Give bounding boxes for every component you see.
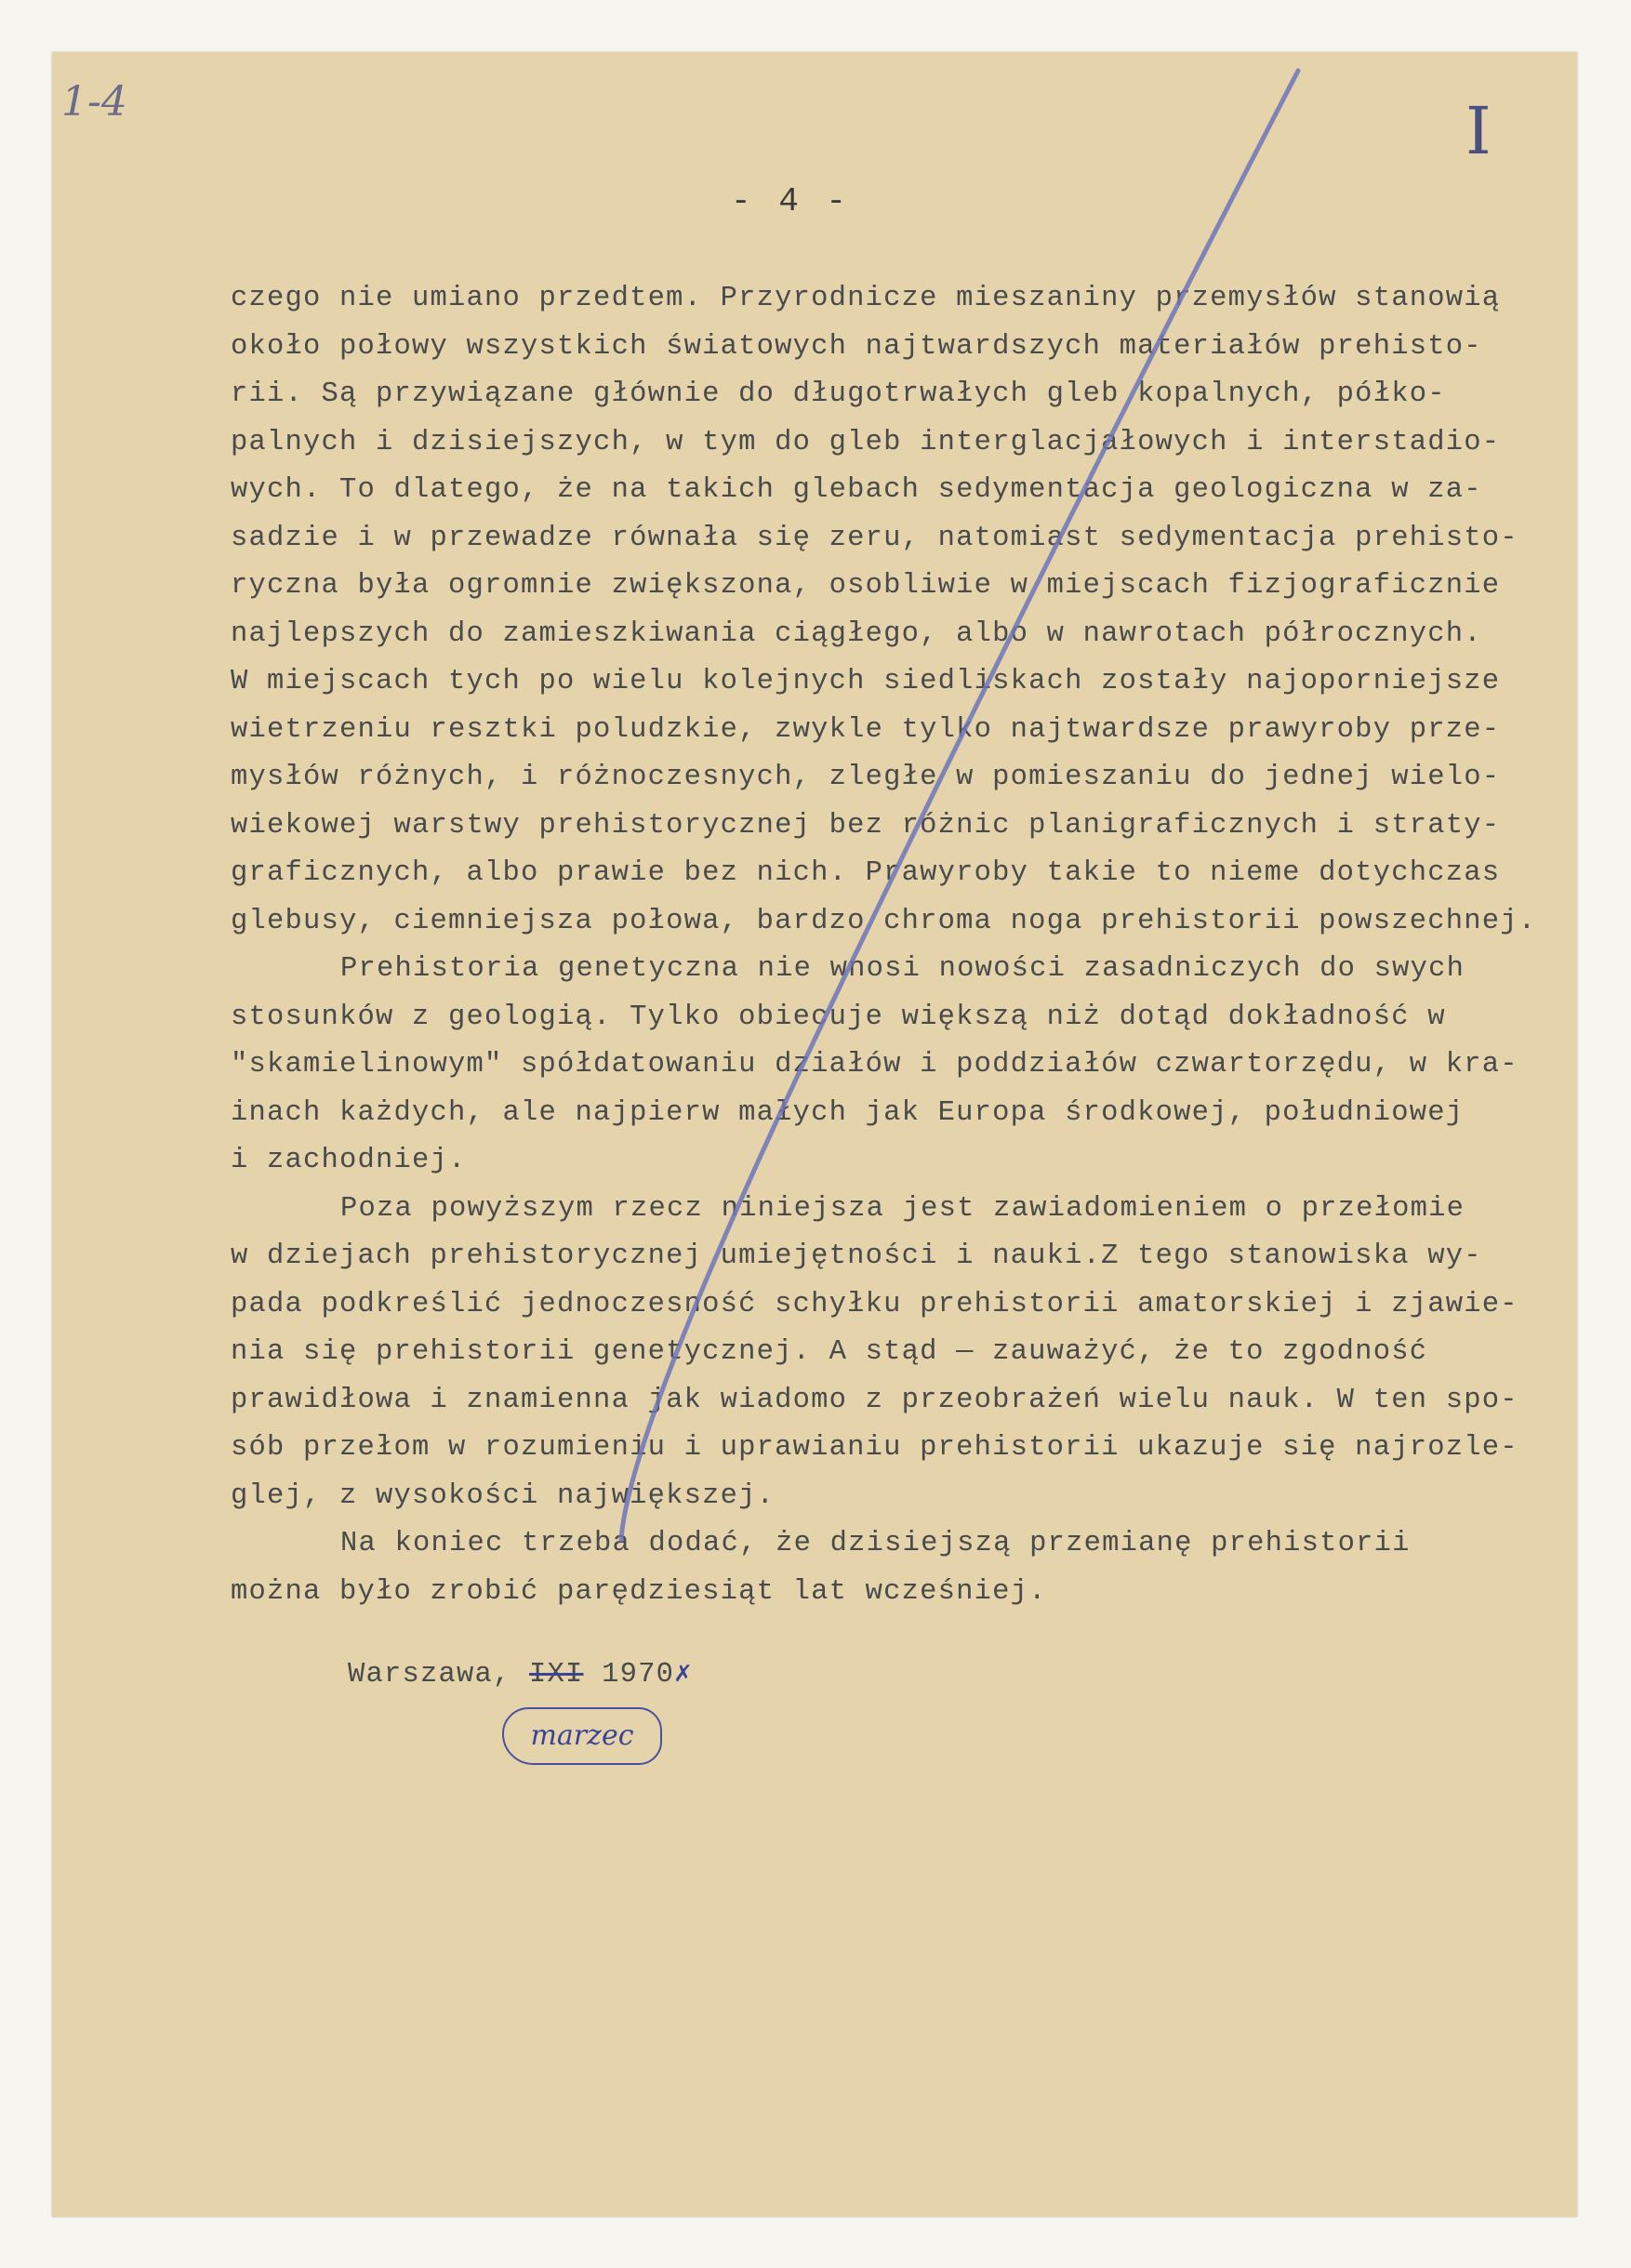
text-line: czego nie umiano przedtem. Przyrodnicze mieszaniny przemysłów stanowią bbox=[231, 283, 1501, 314]
text-line: sób przełom w rozumieniu i uprawianiu prehistorii ukazuje się najrozle- bbox=[231, 1432, 1518, 1464]
text-line: około połowy wszystkich światowych najtwardszych materiałów prehisto- bbox=[231, 330, 1482, 363]
roman-numeral-mark: I bbox=[1465, 93, 1492, 169]
text-line: pada podkreślić jednoczesność schyłku prehistorii amatorskiej i zjawie- bbox=[231, 1288, 1518, 1320]
text-line: sadzie i w przewadze równała się zeru, natomiast sedymentacja prehisto- bbox=[231, 522, 1518, 554]
text-line: ryczna była ogromnie zwiększona, osobliwie w miejscach fizjograficznie bbox=[231, 570, 1501, 602]
text-line: prawidłowa i znamienna jak wiadomo z przeobrażeń wielu nauk. W ten spo- bbox=[231, 1384, 1518, 1416]
text-line: wietrzeniu resztki poludzkie, zwykle tylko najtwardsze prawyroby prze- bbox=[231, 713, 1501, 746]
text-line: glej, z wysokości największej. bbox=[231, 1479, 776, 1512]
paragraph-start-line: Na koniec trzeba dodać, że dzisiejszą przemianę prehistorii bbox=[340, 1528, 1411, 1559]
handwritten-month-note: marzec bbox=[502, 1707, 662, 1765]
pencil-strike-line bbox=[52, 52, 1577, 2217]
text-line: nia się prehistorii genetycznej. A stąd — zauważyć, że to zgodność bbox=[231, 1336, 1428, 1368]
text-line: wych. To dlatego, że na takich glebach sedymentacja geologiczna w za- bbox=[231, 474, 1482, 506]
text-line: W miejscach tych po wielu kolejnych siedliskach zostały najoporniejsze bbox=[231, 666, 1501, 697]
text-line: wiekowej warstwy prehistorycznej bez różnic planigraficznych i straty- bbox=[231, 809, 1501, 842]
text-line: najlepszych do zamieszkiwania ciągłego, albo w nawrotach półrocznych. bbox=[231, 617, 1482, 650]
year: 1970 bbox=[602, 1659, 675, 1691]
text-line: graficznych, albo prawie bez nich. Prawyroby takie to nieme dotychczas bbox=[231, 857, 1501, 889]
corner-handwritten-note: 1-4 bbox=[61, 78, 127, 126]
text-line: inach każdych, ale najpierw małych jak Europa środkowej, południowej bbox=[231, 1096, 1465, 1129]
text-line: można było zrobić parędziesiąt lat wcześniej. bbox=[231, 1575, 1047, 1608]
text-line: w dziejach prehistorycznej umiejętności i nauki.Z tego stanowiska wy- bbox=[231, 1240, 1482, 1272]
paragraph-start-line: Poza powyższym rzecz niniejsza jest zawiadomieniem o przełomie bbox=[340, 1192, 1465, 1225]
crossed-out-date: IXI bbox=[529, 1659, 584, 1691]
diagonal-cancel-stroke bbox=[621, 71, 1298, 1540]
page-number: - 4 - bbox=[731, 182, 851, 220]
text-line: glebusy, ciemniejsza połowa, bardzo chroma noga prehistorii powszechnej. bbox=[231, 905, 1537, 937]
correction-mark-icon: ✗ bbox=[674, 1659, 693, 1691]
place-name: Warszawa, bbox=[348, 1659, 511, 1691]
document-page bbox=[52, 52, 1577, 2217]
text-line: rii. Są przywiązane głównie do długotrwałych gleb kopalnych, półko- bbox=[231, 378, 1446, 410]
text-line: "skamielinowym" spółdatowaniu działów i poddziałów czwartorzędu, w kra- bbox=[231, 1049, 1518, 1081]
text-line: stosunków z geologią. Tylko obiecuje większą niż dotąd dokładność w bbox=[231, 1001, 1446, 1033]
text-line: mysłów różnych, i różnoczesnych, zległe w pomieszaniu do jednej wielo- bbox=[231, 762, 1501, 793]
text-line: palnych i dzisiejszych, w tym do gleb interglacjałowych i interstadio- bbox=[231, 426, 1501, 458]
text-line: i zachodniej. bbox=[231, 1145, 467, 1176]
paragraph-start-line: Prehistoria genetyczna nie wnosi nowości zasadniczych do swych bbox=[340, 953, 1465, 985]
